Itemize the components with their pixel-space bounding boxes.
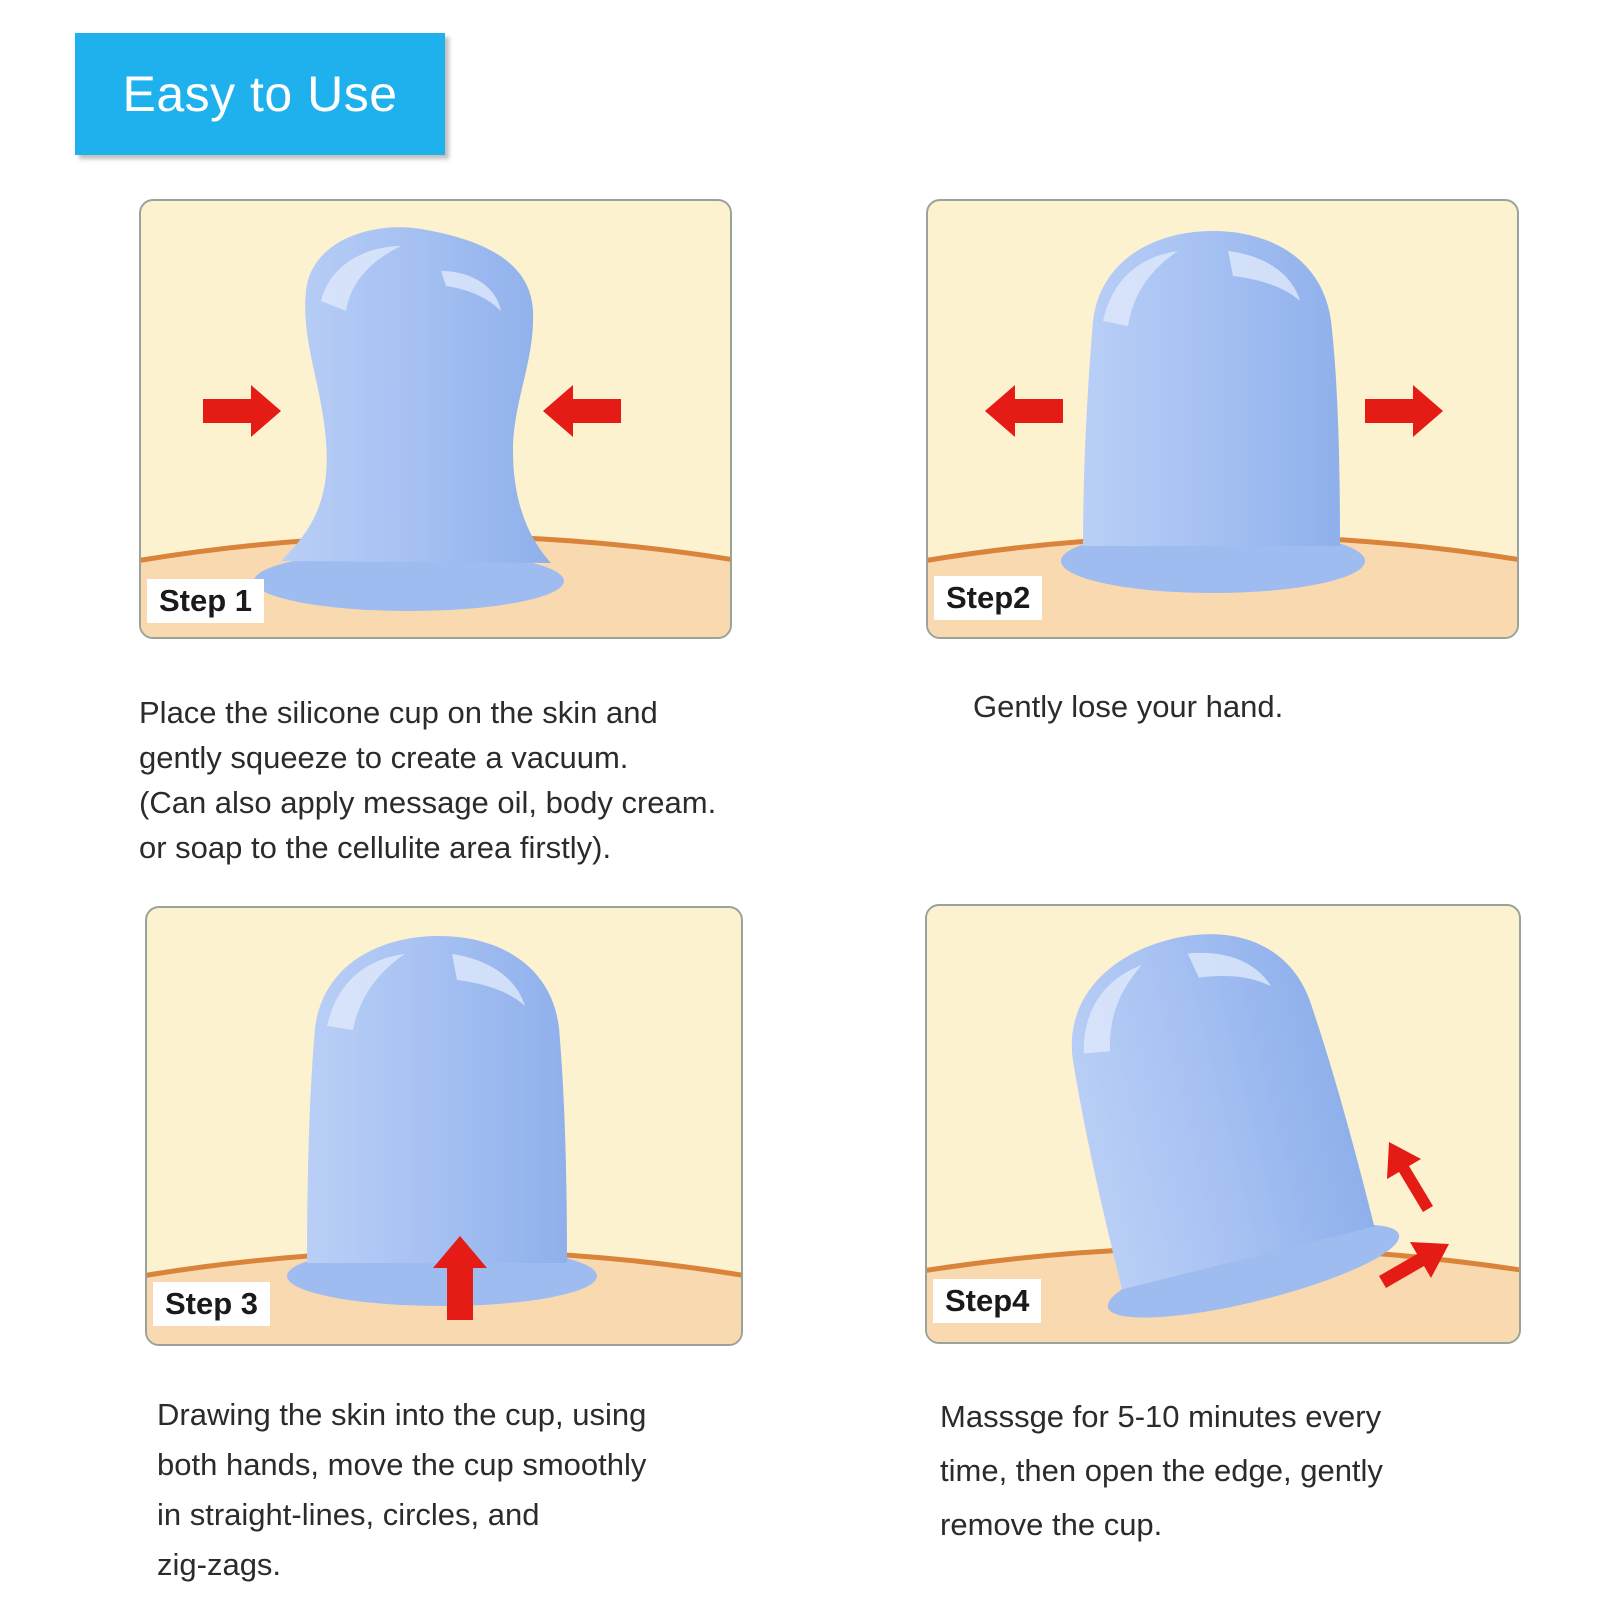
banner-title: Easy to Use bbox=[122, 66, 398, 122]
step-3-illustration bbox=[147, 908, 741, 1344]
squeeze-arrow-left-icon bbox=[543, 385, 621, 437]
step-4-description bbox=[940, 1390, 1383, 1552]
step-2-description bbox=[973, 684, 1283, 729]
step-3-panel bbox=[145, 906, 743, 1346]
step-1-line: or soap to the cellulite area firstly). bbox=[139, 830, 612, 865]
step-4-line: time, then open the edge, gently bbox=[940, 1453, 1383, 1488]
step-3-line: Drawing the skin into the cup, using bbox=[157, 1397, 647, 1432]
step-1-line: Place the silicone cup on the skin and bbox=[139, 695, 658, 730]
silicone-cup-icon bbox=[1061, 231, 1365, 593]
step-3-label: Step 3 bbox=[153, 1282, 270, 1326]
step-1-line: (Can also apply message oil, body cream. bbox=[139, 785, 717, 820]
lift-edge-arrow-icon bbox=[1387, 1142, 1433, 1212]
step-2-illustration bbox=[928, 201, 1517, 637]
release-arrow-right-icon bbox=[1365, 385, 1443, 437]
silicone-cup-icon bbox=[254, 227, 564, 611]
step-4-label: Step4 bbox=[933, 1279, 1041, 1323]
release-arrow-left-icon bbox=[985, 385, 1063, 437]
step-2-label: Step2 bbox=[934, 576, 1042, 620]
silicone-cup-icon bbox=[287, 936, 597, 1306]
step-2-panel bbox=[926, 199, 1519, 639]
step-1-panel bbox=[139, 199, 732, 639]
step-1-line: gently squeeze to create a vacuum. bbox=[139, 740, 629, 775]
step-4-illustration bbox=[927, 906, 1519, 1342]
step-3-line: zig-zags. bbox=[157, 1547, 282, 1582]
step-1-illustration bbox=[141, 201, 730, 637]
step-3-line: in straight-lines, circles, and bbox=[157, 1497, 540, 1532]
step-3-description bbox=[157, 1390, 646, 1590]
step-4-line: Masssge for 5-10 minutes every bbox=[940, 1399, 1382, 1434]
step-4-line: remove the cup. bbox=[940, 1507, 1163, 1542]
step-4-panel bbox=[925, 904, 1521, 1344]
easy-to-use-banner bbox=[75, 33, 445, 155]
step-1-description bbox=[139, 690, 716, 870]
step-2-line: Gently lose your hand. bbox=[973, 689, 1284, 724]
squeeze-arrow-right-icon bbox=[203, 385, 281, 437]
step-1-label: Step 1 bbox=[147, 579, 264, 623]
step-3-line: both hands, move the cup smoothly bbox=[157, 1447, 647, 1482]
